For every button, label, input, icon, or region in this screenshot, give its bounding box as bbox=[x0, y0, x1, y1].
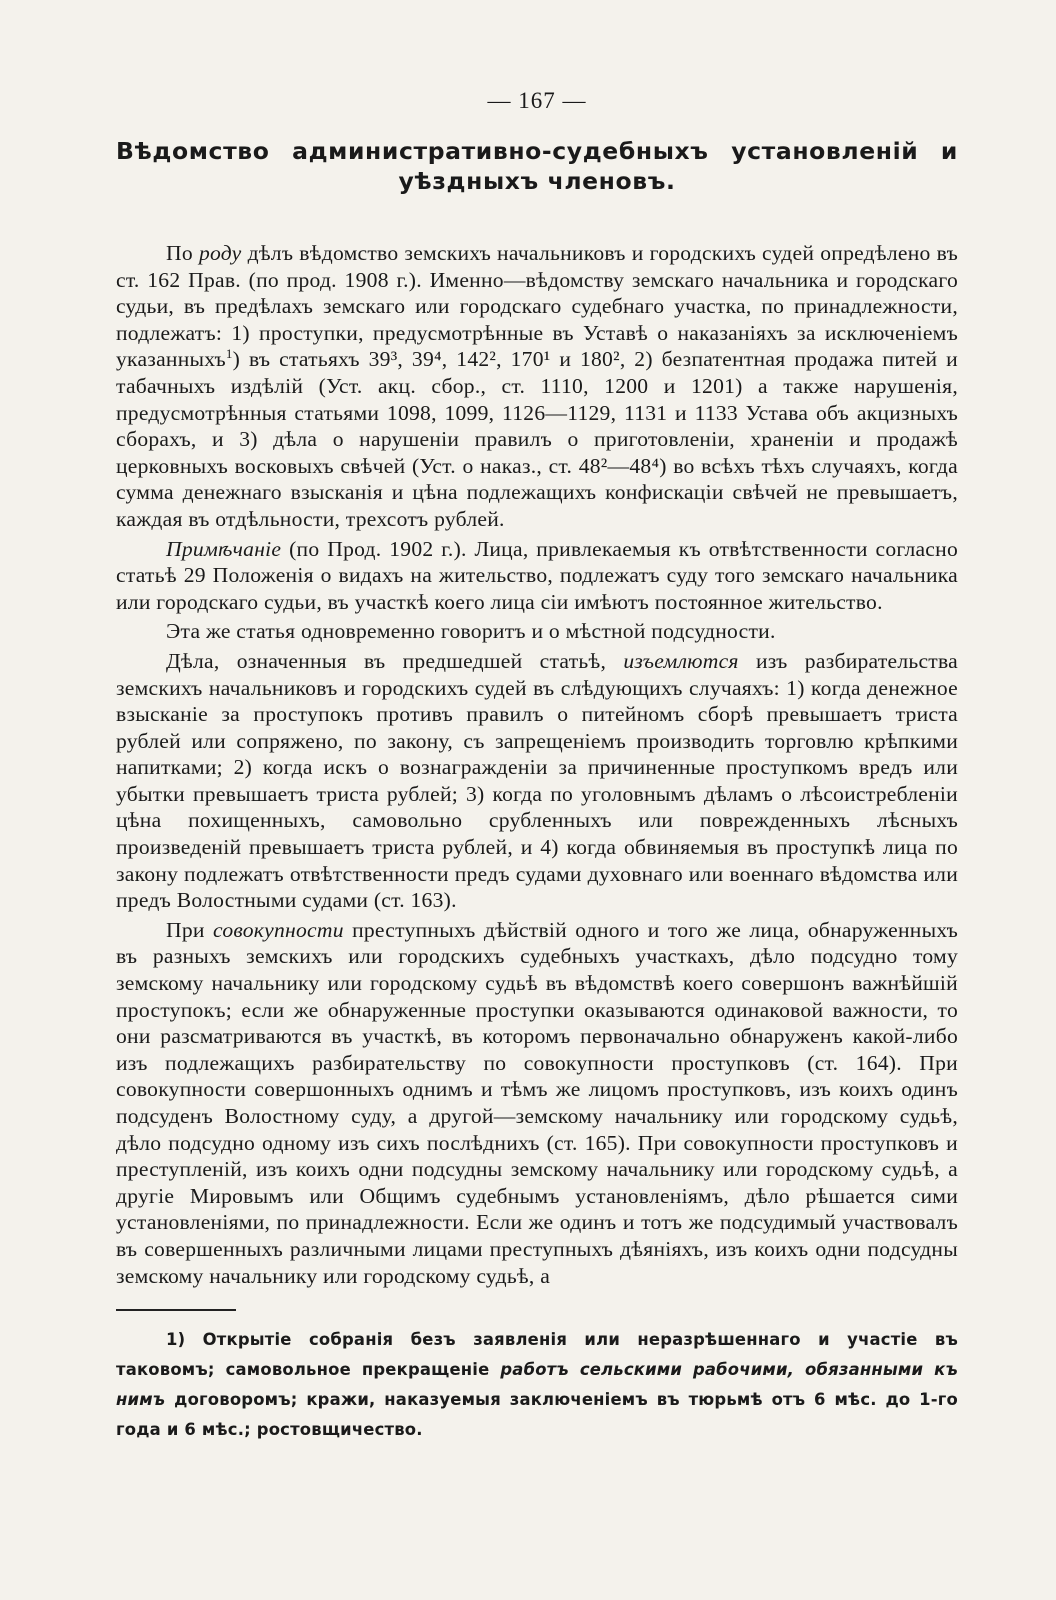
text-span: изъ разбирательства земскихъ начальниковъ и городскихъ судей въ слѣдующихъ случаяхъ: 1) когда денежное взысканіе за проступокъ противъ правилъ о питейномъ сборѣ превышаетъ триста рублей или сопряжено, по закону, съ запрещеніемъ производить торговлю крѣпкими напитками; 2) когда искъ о вознагражденіи за причиненные проступкомъ вредъ или убытки превышаетъ триста рублей; 3) когда по уголовнымъ дѣламъ о лѣсоистребленіи цѣна похищенныхъ, самовольно срубленныхъ или поврежденныхъ лѣсныхъ произведеній превышаетъ триста рублей, и 4) когда обвиняемыя въ проступкѣ лица по закону подлежатъ отвѣтственности предъ судами духовнаго или военнаго вѣдомства или предъ Волостными судами (ст. 163). bbox=[116, 648, 958, 913]
footnote-ref[interactable]: 1 bbox=[225, 346, 233, 362]
text-span: преступныхъ дѣйствій одного и того же лица, обнаруженныхъ въ разныхъ земскихъ или городскихъ судебныхъ участкахъ, дѣло подсудно тому земскому начальнику или городскому судьѣ въ вѣдомствѣ коего совершонъ важнѣйшій проступокъ; если же обнаруженные проступки оказываются одинаковой важности, то они разсматриваются въ участкѣ, въ которомъ первоначально обнаруженъ какой-либо изъ подлежащихъ разбирательству по совокупности проступковъ (ст. 164). При совокупности совершонныхъ однимъ и тѣмъ же лицомъ проступковъ, изъ коихъ одинъ подсуденъ Волостному суду, а другой—земскому начальнику или городскому судьѣ, дѣло подсудно одному изъ сихъ послѣднихъ (ст. 165). При совокупности проступковъ и преступленій, изъ коихъ одни подсудны земскому начальнику или городскому судьѣ, а другіе Мировымъ или Общимъ судебнымъ установленіямъ, дѣло рѣшается сими установленіями, по принадлежности. Если же одинъ и тотъ же подсудимый участвовалъ въ совершенныхъ различными лицами преступныхъ дѣяніяхъ, изъ коихъ одни подсудны земскому начальнику или городскому судьѣ, а bbox=[116, 917, 959, 1288]
text-span: ) Открытіе собранія безъ заявленія или неразрѣшеннаго и участіе въ таковомъ; самовольное прекращеніе bbox=[116, 1330, 958, 1380]
text-span: договоромъ; кражи, наказуемыя заключеніемъ въ тюрьмѣ отъ 6 мѣс. до 1-го года и 6 мѣс.; ростовщичество. bbox=[116, 1390, 958, 1440]
emphasis-text: изъемлются bbox=[623, 648, 739, 673]
emphasis-text: совокупности bbox=[213, 917, 344, 942]
paragraph-local-jurisdiction: Эта же статья одновременно говоритъ и о мѣстной подсудности. bbox=[166, 619, 776, 644]
book-page bbox=[116, 88, 958, 1445]
text-span: ) въ статьяхъ 39³, 39⁴, 142², 170¹ и 180², 2) безпатентная продажа питей и табачныхъ издѣлій (Уст. акц. сбор., ст. 1110, 1200 и 1201) а также нарушенія, предусмотрѣнныя статьями 1098, 1099, 1126—1129, 1131 и 1133 Устава объ акцизныхъ сборахъ, и 3) дѣла о нарушеніи правилъ о приготовленіи, храненіи и продажѣ церковныхъ восковыхъ свѣчей (Уст. о наказ., ст. 48²—48⁴) во всѣхъ тѣхъ случаяхъ, когда сумма денежнаго взысканія и цѣна подлежащихъ конфискаціи свѣчей не превышаетъ, каждая въ отдѣльности, трехсотъ рублей. bbox=[116, 347, 958, 531]
emphasis-text: работъ сельскими рабочими, обязанными къ нимъ bbox=[116, 1360, 958, 1410]
paragraph-jurisdiction bbox=[116, 240, 958, 533]
note-label: Примѣчаніе bbox=[166, 536, 282, 561]
footnote-marker: 1 bbox=[166, 1330, 178, 1350]
footnote-divider bbox=[116, 1309, 236, 1311]
body-text bbox=[116, 240, 958, 1289]
footnote bbox=[116, 1325, 958, 1445]
text-span: При bbox=[166, 917, 214, 942]
emphasis-text: роду bbox=[198, 241, 242, 265]
text-span: дѣлъ вѣдомство земскихъ начальниковъ и городскихъ судей опредѣлено въ ст. 162 Прав. (по прод. 1908 г.). Именно—вѣдомству земскаго начальника и городскаго судьи, въ предѣлахъ земскаго или городскаго судебнаго участка, по принадлежности, подлежатъ: 1) проступки, предусмотрѣнные въ Уставѣ о наказаніяхъ за исключеніемъ указанныхъ bbox=[116, 241, 958, 372]
text-span: По bbox=[166, 241, 199, 265]
text-span: (по Прод. 1902 г.). Лица, привлекаемыя къ отвѣтственности согласно статьѣ 29 Положенія о видахъ на жительство, подлежатъ суду того земскаго начальника или городскаго судьи, въ участкѣ коего лица сіи имѣютъ постоянное жительство. bbox=[116, 536, 958, 614]
section-heading: Вѣдомство административно-судебныхъ установленій и уѣздныхъ членовъ. bbox=[116, 137, 958, 195]
paragraph-exclusions bbox=[116, 648, 958, 914]
page-number: — 167 — bbox=[487, 88, 587, 113]
paragraph-aggregate-offences bbox=[116, 917, 958, 1289]
text-span: Дѣла, означенныя въ предшедшей статьѣ, bbox=[166, 648, 624, 673]
paragraph-note bbox=[116, 536, 958, 616]
